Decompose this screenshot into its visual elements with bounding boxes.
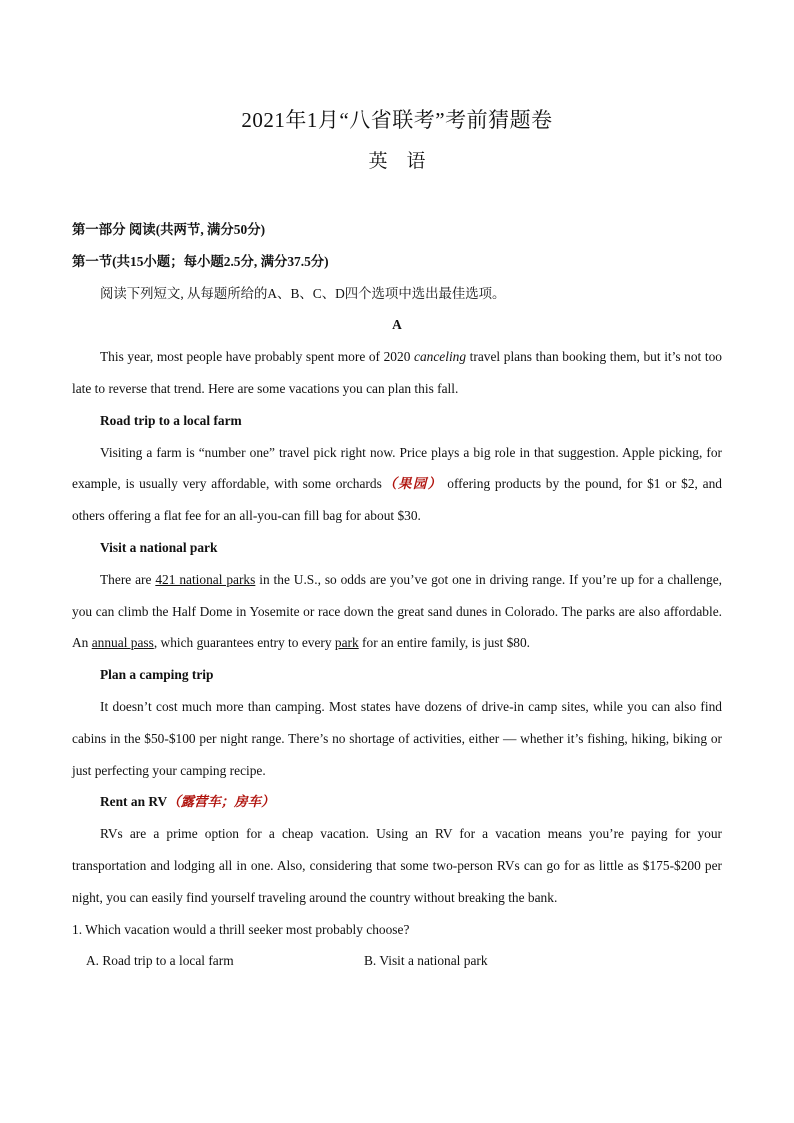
farm-heading: Road trip to a local farm [100,412,242,428]
farm-paragraph [72,437,722,532]
instructions: 阅读下列短文, 从每题所给的A、B、C、D四个选项中选出最佳选项。 [100,285,506,301]
section-heading: 第一节(共15小题；每小题2.5分, 满分37.5分) [72,253,329,269]
park-text-1: There are [100,571,156,587]
camping-heading: Plan a camping trip [100,667,214,683]
farm-text-1: Visiting a farm is “number one” travel pick right now. Price plays a big role in that suggestion. Apple picking, for example, is usually very affordable, with some orchards [72,444,722,492]
rv-note: （露营车；房车） [167,794,275,810]
park-paragraph [72,564,722,659]
passage-label: A [392,317,402,333]
park-text-3: , which guarantees entry to every [153,635,335,651]
park-text-4: for an entire family, is just $80. [358,635,531,651]
rv-heading: Rent an RV [100,794,168,810]
option-b: B. Visit a national park [364,953,488,969]
document-body [72,214,722,977]
exam-subject: 英 语 [368,151,426,172]
exam-title: 2021年1月“八省联考”考前猜题卷 [241,108,553,132]
park-underline-3: park [334,635,359,651]
option-a: A. Road trip to a local farm [86,953,234,969]
question-1-options [72,945,722,977]
camping-paragraph: It doesn’t cost much more than camping. Most states have dozens of drive-in camp sites, while you can also find cabins in the $50-$100 per night range. There’s no shortage of activities, either — whether it’s fishing, hiking, biking or just perfecting your camping recipe. [72,698,722,778]
park-underline-1: 421 national parks [155,571,256,587]
farm-text-2: offering products by the pound, for $1 or $2, and others offering a flat fee for an all-you-can fill bag for about $30. [72,476,722,524]
intro-paragraph [72,341,722,405]
intro-italic-word: canceling [414,349,467,365]
rv-heading-line [72,786,722,818]
orchard-note: （果园） [381,476,443,492]
intro-text-1: This year, most people have probably spent more of 2020 [100,349,414,365]
park-underline-2: annual pass [91,635,154,651]
park-text-2: in the U.S., so odds are you’ve got one in driving range. If you’re up for a challenge, you can climb the Half Dome in Yosemite or race down the great sand dunes in Colorado. The parks are also affordable. An [72,571,723,651]
part-heading: 第一部分 阅读(共两节, 满分50分) [72,222,266,237]
question-1-stem: 1. Which vacation would a thrill seeker most probably choose? [72,921,410,937]
rv-paragraph: RVs are a prime option for a cheap vacation. Using an RV for a vacation means you’re paying for your transportation and lodging all in one. Also, considering that some two-person RVs can go for as little as $175-$200 per night, you can easily find yourself traveling around the country without breaking the bank. [72,826,722,905]
park-heading: Visit a national park [100,539,218,555]
intro-text-2: travel plans than booking them, but it’s not too late to reverse that trend. Here are some vacations you can plan this fall. [72,349,722,396]
